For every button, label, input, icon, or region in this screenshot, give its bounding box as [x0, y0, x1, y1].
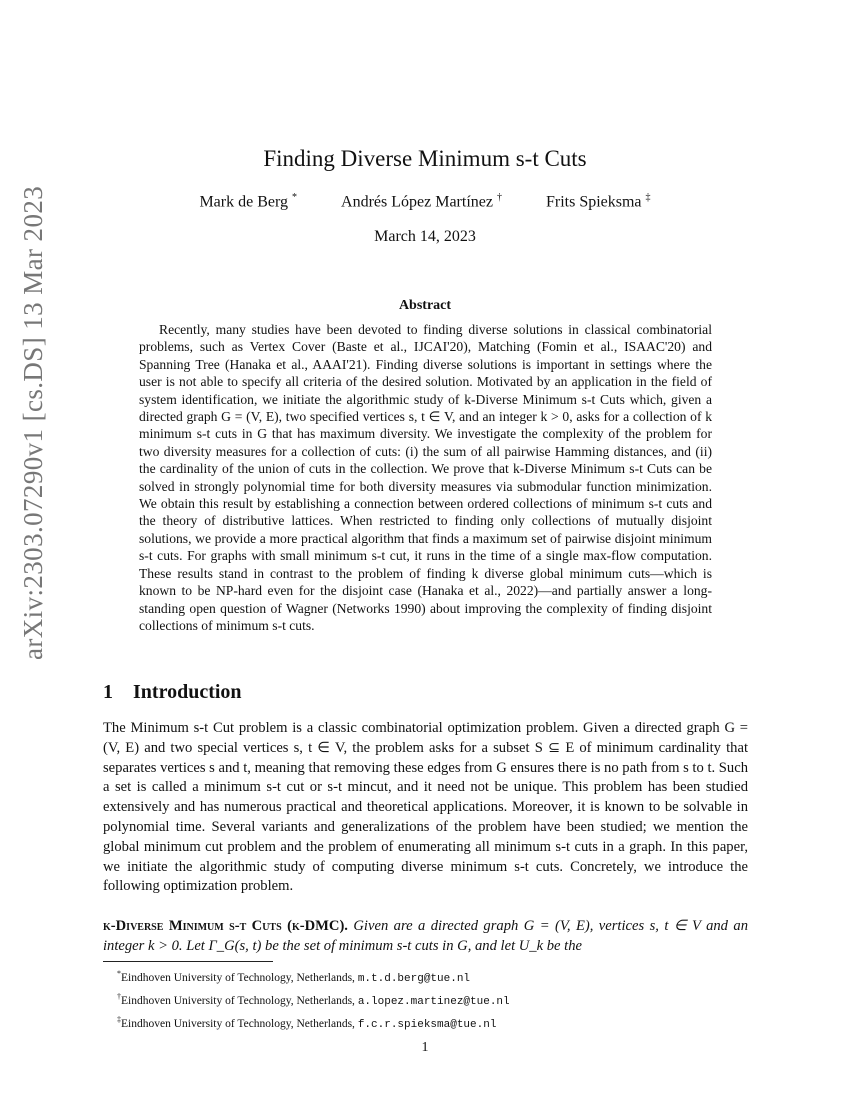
arxiv-identifier: arXiv:2303.07290v1 [cs.DS] 13 Mar 2023 [18, 185, 48, 660]
section-heading [103, 681, 242, 704]
email-address: m.t.d.berg@tue.nl [357, 972, 471, 985]
footnote: †Eindhoven University of Technology, Netherlands, a.lopez.martinez@tue.nl [117, 991, 510, 1008]
abstract-text: Recently, many studies have been devoted to finding diverse solutions in classical combinatorial problems, such as Vertex Cover (Baste et al., IJCAI'20), Matching (Fomin et al., ISAAC'20) and Spanning Tree (Hanaka et al., AAAI'21). Finding diverse solutions is important in settings where the user is not able to specify all criteria of the desired solution. Motivated by an application in the field of system identification, we initiate the algorithmic study of k-Diverse Minimum s-t Cuts which, given a directed graph G = (V, E), two specified vertices s, t ∈ V, and an integer k > 0, asks for a collection of k minimum s-t cuts in G that has maximum diversity. We investigate the complexity of the problem for two diversity measures for a collection of cuts: (i) the sum of all pairwise Hamming distances, and (ii) the cardinality of the union of cuts in the collection. We prove that k-Diverse Minimum s-t Cuts can be solved in strongly polynomial time for both diversity measures via submodular function minimization. We obtain this result by establishing a connection between ordered collections of minimum s-t cuts and the theory of distributive lattices. When restricted to finding only collections of mutually disjoint solutions, we provide a more practical algorithm that finds a maximum set of pairwise disjoint minimum s-t cuts. For graphs with small minimum s-t cut, it runs in the time of a single max-flow computation. These results stand in contrast to the problem of finding k diverse global minimum cuts—which is known to be NP-hard even for the disjoint case (Hanaka et al., 2022)—and partially answer a long-standing open question of Wagner (Networks 1990) about improving the complexity of finding disjoint collections of minimum s-t cuts. [139, 322, 712, 633]
email-address: a.lopez.martinez@tue.nl [357, 995, 510, 1008]
author: Frits Spieksma ‡ [545, 192, 651, 211]
email-address: f.c.r.spieksma@tue.nl [357, 1018, 497, 1031]
footnotes [117, 965, 510, 1033]
paper-title: Finding Diverse Minimum s-t Cuts [263, 146, 587, 171]
problem-definition [103, 917, 748, 957]
abstract-heading: Abstract [398, 298, 452, 313]
footnote: ‡Eindhoven University of Technology, Netherlands, f.c.r.spieksma@tue.nl [117, 1014, 497, 1031]
section-title: Introduction [133, 681, 242, 703]
problem-label: k-Diverse Minimum s-t Cuts (k-DMC). [103, 918, 348, 934]
page-number: 1 [421, 1040, 429, 1055]
introduction-paragraph: The Minimum s-t Cut problem is a classic combinatorial optimization problem. Given a directed graph G = (V, E) and two special vertices s, t ∈ V, the problem asks for a subset S ⊆ E of minimum cardinality that separates vertices s and t, meaning that removing these edges from G ensures there is no path from s to t. Such a set is called a minimum s-t cut or s-t mincut, and it need not be unique. This problem has been studied extensively and has numerous practical and theoretical applications. Moreover, it is known to be solvable in polynomial time. Several variants and generalizations of the problem have been studied; we mention the global minimum cut problem and the problem of enumerating all minimum s-t cuts in a graph. In this paper, we initiate the algorithmic study of computing diverse minimum s-t cuts. Concretely, we introduce the following optimization problem. [103, 720, 748, 895]
author-list [0, 192, 850, 211]
problem-statement: Given are a directed graph G = (V, E), vertices s, t ∈ V and an integer k > 0. Let Γ_G(s, t) be the set of minimum s-t cuts in G, and let U_k be the [103, 918, 748, 954]
footnote: *Eindhoven University of Technology, Netherlands, m.t.d.berg@tue.nl [117, 969, 471, 985]
author: Mark de Berg * [199, 192, 298, 211]
footnote-divider [103, 961, 273, 962]
author: Andrés López Martínez † [341, 192, 502, 211]
publication-date: March 14, 2023 [374, 228, 476, 245]
section-number: 1 [103, 681, 113, 703]
